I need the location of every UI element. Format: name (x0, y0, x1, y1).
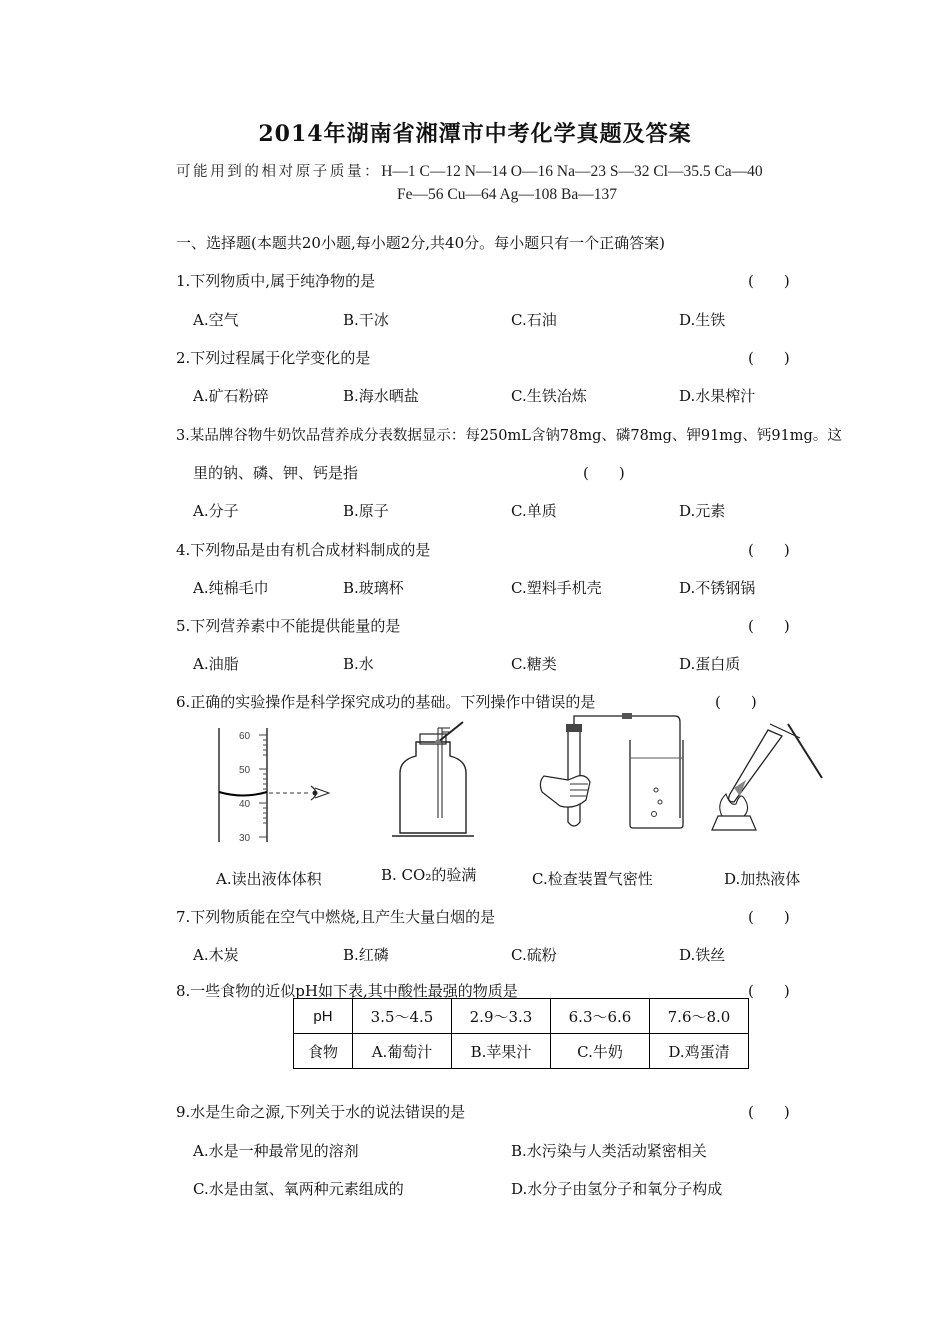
table-row (294, 1034, 749, 1069)
question-7-answer-blank: ( ) (748, 908, 790, 926)
q9-option-b: B.水污染与人类活动紧密相关 (511, 1142, 707, 1160)
q1-option-d: D.生铁 (679, 311, 726, 329)
tick-label-40: 40 (239, 799, 251, 810)
delivery-tube (574, 716, 625, 724)
ph-value-cell: 7.6～8.0 (650, 999, 749, 1034)
question-1-stem: 1.下列物质中,属于纯净物的是 (176, 272, 376, 290)
test-tube-holder (788, 724, 822, 778)
question-2-stem: 2.下列过程属于化学变化的是 (176, 349, 371, 367)
section-heading: 一、选择题(本题共20小题,每小题2分,共40分。每小题只有一个正确答案) (176, 234, 665, 252)
atomic-mass-values-2: Fe—56 Cu—64 Ag—108 Ba—137 (397, 186, 618, 203)
tick-label-50: 50 (239, 765, 251, 776)
question-3-answer-blank: ( ) (583, 464, 625, 482)
question-9-stem: 9.水是生命之源,下列关于水的说法错误的是 (176, 1103, 466, 1121)
ph-table (293, 998, 749, 1069)
q7-option-c: C.硫粉 (511, 946, 557, 964)
q4-option-d: D.不锈钢锅 (679, 579, 756, 597)
tick-label-60: 60 (239, 731, 251, 742)
question-5-stem: 5.下列营养素中不能提供能量的是 (176, 617, 401, 635)
q3-option-a: A.分子 (193, 502, 239, 520)
question-2-answer-blank: ( ) (748, 349, 790, 367)
q2-option-d: D.水果榨汁 (679, 387, 756, 405)
figure-heating-liquid (700, 718, 830, 838)
q1-option-c: C.石油 (511, 311, 557, 329)
liquid-meniscus (219, 792, 267, 796)
q2-option-a: A.矿石粉碎 (193, 387, 269, 405)
q9-option-a: A.水是一种最常见的溶剂 (193, 1142, 359, 1160)
question-3-stem-cont: 里的钠、磷、钾、钙是指 (193, 464, 359, 482)
ph-value-cell: 3.5～4.5 (353, 999, 452, 1034)
question-6-answer-blank: ( ) (715, 693, 757, 711)
food-cell: A.葡萄汁 (353, 1034, 452, 1069)
table-row (294, 999, 749, 1034)
q5-option-c: C.糖类 (511, 655, 557, 673)
q7-option-d: D.铁丝 (679, 946, 726, 964)
q6-option-d: D.加热液体 (724, 870, 801, 888)
q7-option-b: B.红磷 (343, 946, 389, 964)
alcohol-lamp (712, 816, 756, 830)
q5-option-b: B.水 (343, 655, 374, 673)
figure-co2-full-check (378, 718, 488, 843)
atomic-mass-line1 (176, 160, 763, 181)
q6-option-b: B. CO₂的验满 (381, 866, 477, 884)
q1-option-a: A.空气 (193, 311, 239, 329)
q5-option-a: A.油脂 (193, 655, 239, 673)
question-4-answer-blank: ( ) (748, 541, 790, 559)
q3-option-c: C.单质 (511, 502, 557, 520)
question-6-stem: 6.正确的实验操作是科学探究成功的基础。下列操作中错误的是 (176, 693, 596, 711)
q3-option-b: B.原子 (343, 502, 389, 520)
question-8-answer-blank: ( ) (748, 982, 790, 1000)
figure-airtightness-check (530, 710, 695, 835)
q5-option-d: D.蛋白质 (679, 655, 741, 673)
gas-bottle (400, 742, 466, 833)
q2-option-c: C.生铁冶炼 (511, 387, 587, 405)
food-header-cell: 食物 (294, 1034, 353, 1069)
q4-option-c: C.塑料手机壳 (511, 579, 602, 597)
question-3-stem: 3.某品牌谷物牛奶饮品营养成分表数据显示：每250mL含钠78mg、磷78mg、钾91mg、钙91mg。这 (176, 428, 842, 444)
hand (540, 776, 590, 808)
figure-read-volume (205, 720, 345, 850)
ph-value-cell: 2.9～3.3 (452, 999, 551, 1034)
food-cell: D.鸡蛋清 (650, 1034, 749, 1069)
q9-option-d: D.水分子由氢分子和氧分子构成 (511, 1180, 723, 1198)
question-9-answer-blank: ( ) (748, 1103, 790, 1121)
q4-option-a: A.纯棉毛巾 (193, 579, 269, 597)
ph-header-cell: pH (294, 999, 353, 1034)
q7-option-a: A.木炭 (193, 946, 239, 964)
q4-option-b: B.玻璃杯 (343, 579, 404, 597)
question-1-answer-blank: ( ) (748, 272, 790, 290)
q9-option-c: C.水是由氢、氧两种元素组成的 (193, 1180, 404, 1198)
q3-option-d: D.元素 (679, 502, 726, 520)
tick-label-30: 30 (239, 833, 251, 844)
food-cell: C.牛奶 (551, 1034, 650, 1069)
question-4-stem: 4.下列物品是由有机合成材料制成的是 (176, 541, 431, 559)
food-cell: B.苹果汁 (452, 1034, 551, 1069)
q2-option-b: B.海水晒盐 (343, 387, 419, 405)
atomic-mass-values-1: H—1 C—12 N—14 O—16 Na—23 S—32 Cl—35.5 Ca—40 (381, 163, 763, 180)
question-5-answer-blank: ( ) (748, 617, 790, 635)
atomic-mass-label: 可能用到的相对原子质量： (176, 164, 382, 180)
q6-option-c: C.检查装置气密性 (532, 870, 653, 888)
question-8-stem: 8.一些食物的近似pH如下表,其中酸性最强的物质是 (176, 982, 518, 1000)
q6-option-a: A.读出液体体积 (216, 870, 322, 888)
question-7-stem: 7.下列物质能在空气中燃烧,且产生大量白烟的是 (176, 908, 496, 926)
ph-value-cell: 6.3～6.6 (551, 999, 650, 1034)
q1-option-b: B.干冰 (343, 311, 389, 329)
page-title: 2014年湖南省湘潭市中考化学真题及答案 (258, 121, 692, 147)
